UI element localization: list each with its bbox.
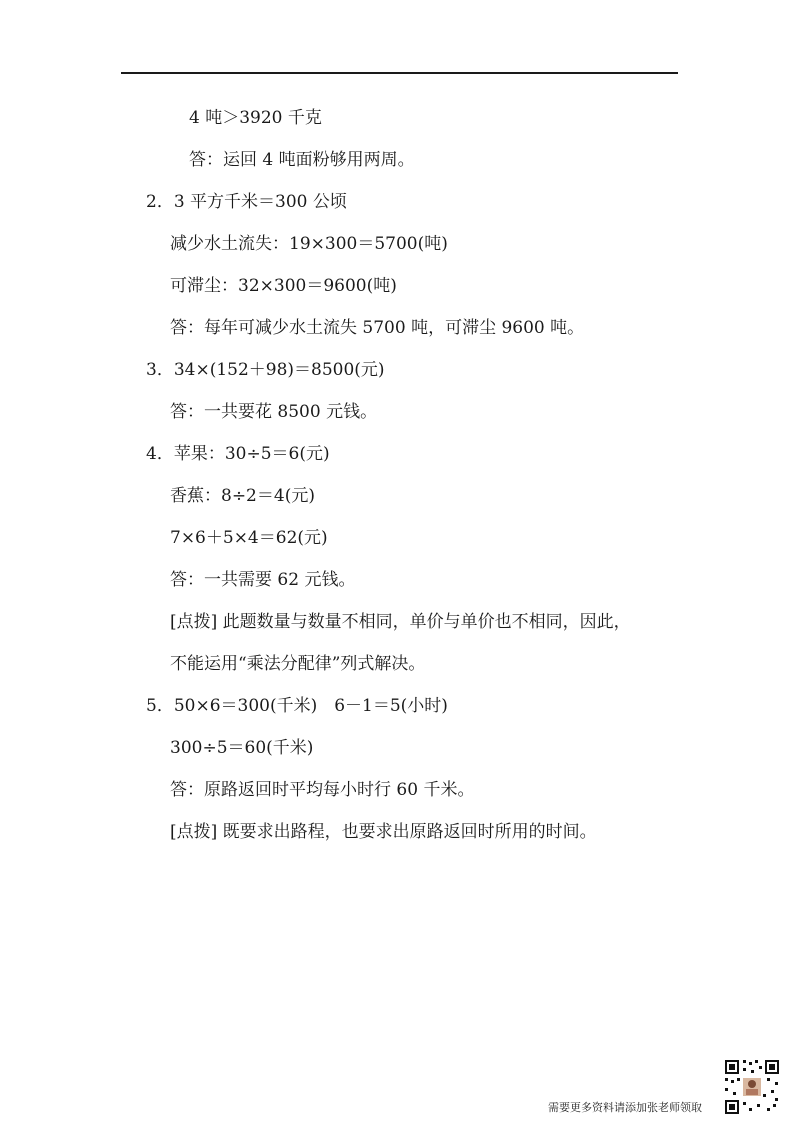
answer-line: 4 吨＞3920 千克	[189, 108, 322, 128]
footer-note: 需要更多资料请添加张老师领取	[548, 1101, 702, 1114]
answer-line: 答：原路返回时平均每小时行 60 千米。	[170, 780, 475, 800]
answer-line: 答：一共要花 8500 元钱。	[170, 402, 378, 422]
question-3-line: 3．34×(152＋98)＝8500(元)	[146, 360, 385, 380]
question-4-line: 4．苹果：30÷5＝6(元)	[146, 444, 330, 464]
answer-line: 香蕉：8÷2＝4(元)	[170, 486, 315, 506]
question-2-line: 2．3 平方千米＝300 公顷	[146, 192, 347, 212]
top-rule	[121, 72, 678, 74]
hint-line: [点拨] 此题数量与数量不相同，单价与单价也不相同，因此，	[170, 612, 631, 632]
hint-line: 不能运用“乘法分配律”列式解决。	[170, 654, 426, 674]
question-5-line: 5．50×6＝300(千米) 6－1＝5(小时)	[146, 696, 448, 716]
answer-line: 减少水土流失：19×300＝5700(吨)	[170, 234, 448, 254]
answer-line: 7×6＋5×4＝62(元)	[170, 528, 328, 548]
answer-line: 可滞尘：32×300＝9600(吨)	[170, 276, 397, 296]
hint-line: [点拨] 既要求出路程，也要求出原路返回时所用的时间。	[170, 822, 597, 842]
answer-line: 答：运回 4 吨面粉够用两周。	[189, 150, 415, 170]
answer-line: 答：一共需要 62 元钱。	[170, 570, 356, 590]
qr-code-icon	[723, 1058, 781, 1116]
answer-line: 答：每年可减少水土流失 5700 吨，可滞尘 9600 吨。	[170, 318, 585, 338]
answer-line: 300÷5＝60(千米)	[170, 738, 314, 758]
